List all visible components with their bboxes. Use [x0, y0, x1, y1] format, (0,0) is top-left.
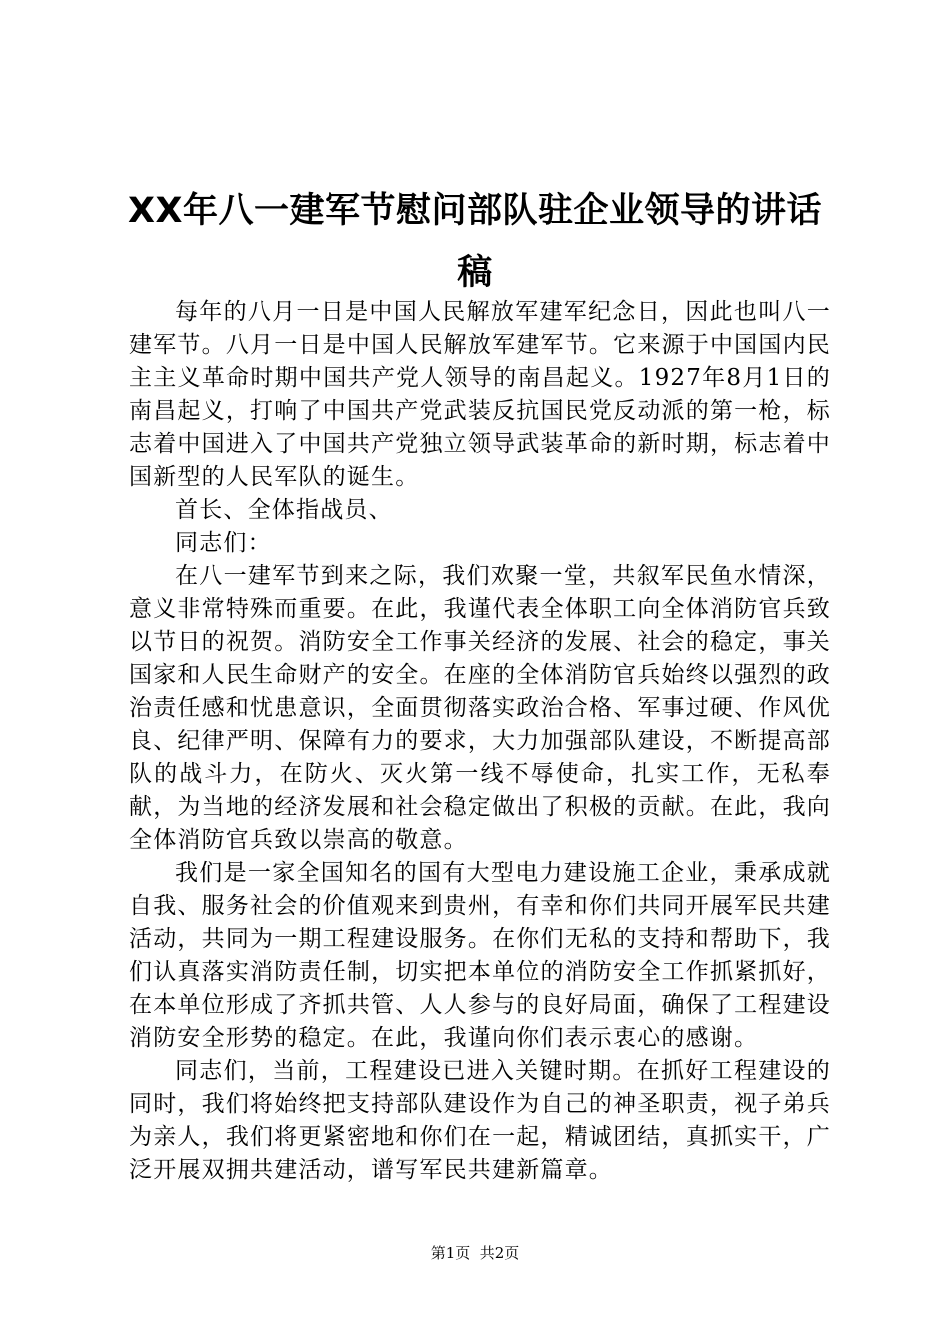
page-number-label: 第1页 共2页 [430, 1244, 520, 1262]
page-footer [0, 1243, 950, 1263]
document-title [120, 180, 830, 304]
paragraph-congratulations: 在八一建军节到来之际，我们欢聚一堂，共叙军民鱼水情深，意义非常特殊而重要。在此，我谨代表全体职工向全体消防官兵致以节日的祝贺。消防安全工作事关经济的发展、社会的稳定，事关国家和人民生命财产的安全。在座的全体消防官兵始终以强烈的政治责任感和忧患意识，全面贯彻落实政治合格、军事过硬、作风优良、纪律严明、保障有力的要求，大力加强部队建设，不断提高部队的战斗力，在防火、灭火第一线不辱使命，扎实工作，无私奉献，为当地的经济发展和社会稳定做出了积极的贡献。在此，我向全体消防官兵致以崇高的敬意。 [129, 563, 831, 853]
salutation-comrades: 同志们： [175, 530, 272, 556]
title-line-1: XX年八一建军节慰问部队驻企业领导的讲话 [128, 191, 822, 231]
paragraph-commitment: 同志们，当前，工程建设已进入关键时期。在抓好工程建设的同时，我们将始终把支持部队建设作为自己的神圣职责，视子弟兵为亲人，我们将更紧密地和你们在一起，精诚团结，真抓实干，广泛开展双拥共建活动，谱写军民共建新篇章。 [129, 1058, 831, 1183]
paragraph-intro: 每年的八月一日是中国人民解放军建军纪念日，因此也叫八一建军节。八月一日是中国人民解放军建军节。它来源于中国国内民主主义革命时期中国共产党人领导的南昌起义。1927年8月1日的南昌起义，打响了中国共产党武装反抗国民党反动派的第一枪，标志着中国进入了中国共产党独立领导武装革命的新时期，标志着中国新型的人民军队的诞生。 [129, 299, 831, 490]
title-line-2: 稿 [457, 253, 493, 293]
document-body [129, 296, 831, 1187]
paragraph-thanks: 我们是一家全国知名的国有大型电力建设施工企业，秉承成就自我、服务社会的价值观来到贵州，有幸和你们共同开展军民共建活动，共同为一期工程建设服务。在你们无私的支持和帮助下，我们认真落实消防责任制，切实把本单位的消防安全工作抓紧抓好，在本单位形成了齐抓共管、人人参与的良好局面，确保了工程建设消防安全形势的稳定。在此，我谨向你们表示衷心的感谢。 [129, 860, 831, 1051]
salutation-leaders: 首长、全体指战员、 [175, 497, 393, 523]
